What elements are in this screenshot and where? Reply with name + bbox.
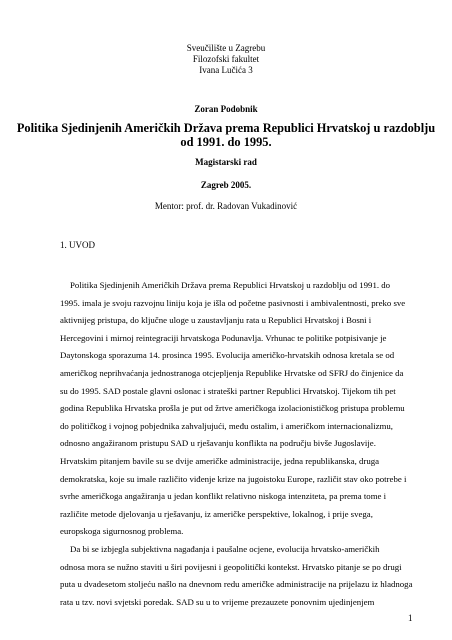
body-line: rata u tzv. novi svjetski poredak. SAD su u to vrijeme prezauzete ponovnim ujedinjenjem <box>60 596 375 607</box>
body-line: Da bi se izbjegla subjektivna nagađanja i paušalne ocjene, evolucija hrvatsko-američkih <box>70 543 380 554</box>
body-line: aktivnijeg pristupa, do ključne uloge u zaustavljanju rata u Republici Hrvatskoj i Bosni i <box>60 315 372 326</box>
section-heading: 1. UVOD <box>60 240 95 250</box>
page-number: 1 <box>408 613 413 623</box>
institution-faculty: Filozofski fakultet <box>192 54 260 64</box>
body-line: do političkog i vojnog pobjednika zahvaljujući, među ostalim, i američkom internacionalizmu, <box>60 420 393 431</box>
institution-block <box>0 43 452 76</box>
thesis-title <box>0 121 452 149</box>
body-line: Politika Sjedinjenih Američkih Država prema Republici Hrvatskoj u razdoblju od 1991. do <box>70 280 391 290</box>
mentor: Mentor: prof. dr. Radovan Vukadinović <box>154 201 298 211</box>
body-line: američkog neprihvaćanja jednostranoga otcjepljenja Republike Hrvatske od SFRJ do činjenice da <box>60 367 404 378</box>
body-line: Hercegovini i mirnoj reintegraciji hrvatskoga Podunavlja. Vrhunac te politike potpisivanje je <box>60 332 387 343</box>
body-line: odnosa mora se nužno staviti u širi povijesni i geopolitički kontekst. Hrvatsko pitanje se po drugi <box>60 561 402 572</box>
body-line: Daytonskoga sporazuma 14. prosinca 1995. Evolucija američko-hrvatskih odnosa kretala se od <box>60 350 395 361</box>
thesis-type: Magistarski rad <box>195 157 257 167</box>
body-line: svrhe američkoga angažiranja u jedan konflikt relativno niskoga intenziteta, pa prema tome i <box>60 491 387 502</box>
body-line: godina Republika Hrvatska prošla je put od žrtve američkoga izolacionističkog pristupa problemu <box>60 403 405 414</box>
thesis-title-line: od 1991. do 1995. <box>180 135 272 149</box>
thesis-title-line: Politika Sjedinjenih Američkih Država prema Republici Hrvatskoj u razdoblju <box>16 121 436 135</box>
body-line: 1995. imala je svoju razvojnu liniju koja je išla od početne pasivnosti i ambivalentnosti, preko sve <box>60 297 406 308</box>
body-line: europskoga sigurnosnog problema. <box>60 526 184 537</box>
body-line: Hrvatskim pitanjem bavile su se dvije američke administracije, jedna republikanska, druga <box>60 455 380 466</box>
author-name: Zoran Podobnik <box>194 104 258 114</box>
body-line: puta u dvadesetom stoljeću našlo na dnevnom redu američke administracije na prijelazu iz hladnoga <box>60 579 413 590</box>
institution-university: Sveučilište u Zagrebu <box>186 43 266 53</box>
body-text <box>60 277 413 611</box>
body-line: su do 1995. SAD postale glavni oslonac i strateški partner Republici Hrvatskoj. Tijekom tih pet <box>60 385 396 396</box>
city-year: Zagreb 2005. <box>200 180 252 190</box>
body-line: odnosno angažiranom pristupu SAD u rješavanju konflikta na području bivše Jugoslavije. <box>60 438 376 449</box>
body-line: različite metode djelovanja u rješavanju, iz američke perspektive, lokalnog, i prije svega, <box>60 508 373 519</box>
institution-address: Ivana Lučića 3 <box>199 65 253 75</box>
body-line: demokratska, koje su imale različito viđenje krize na jugoistoku Europe, različit stav oko potrebe i <box>60 473 407 484</box>
